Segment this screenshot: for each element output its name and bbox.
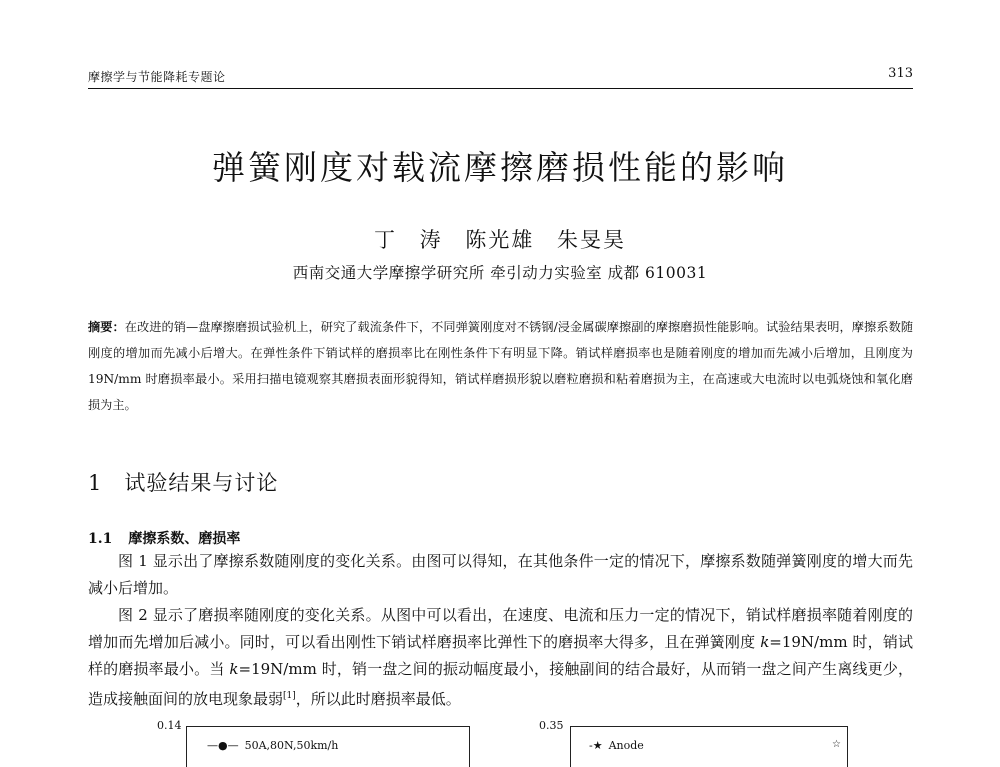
paragraph-2-part-b: =19N/mm 时，销试样的磨损率最小。当 bbox=[88, 633, 913, 678]
y-tick-label: 0.35 bbox=[539, 719, 564, 732]
running-header-title: 摩擦学与节能降耗专题论 bbox=[88, 70, 226, 84]
subsection-title: 摩擦系数、磨损率 bbox=[128, 531, 241, 547]
section-number: 1 bbox=[88, 471, 103, 495]
chart-legend bbox=[207, 739, 338, 752]
paragraph-2-part-a: 图 2 显示了磨损率随刚度的变化关系。从图中可以看出，在速度、电流和压力一定的情况下，销试样磨损率随着刚度的增加而先增加后减小。同时，可以看出刚性下销试样磨损率比弹性下的磨损率大得多，且在弹簧刚度 bbox=[88, 606, 913, 651]
abstract-text: 在改进的销—盘摩擦磨损试验机上，研究了载流条件下，不同弹簧刚度对不锈钢/浸金属碳摩擦副的摩擦磨损性能影响。试验结果表明，摩擦系数随刚度的增加而先减小后增大。在弹性条件下销试样的磨损率比在刚性条件下有明显下降。销试样磨损率也是随着刚度的增加而先减小后增加，且刚度为 19N/mm 时磨损率最小。采用扫描电镜观察其磨损表面形貌得知，销试样磨损形貌以磨粒磨损和粘着磨损为主，在高速或大电流时以电弧烧蚀和氧化磨损为主。 bbox=[88, 320, 914, 412]
authors: 丁 涛 陈光雄 朱旻昊 bbox=[373, 228, 627, 252]
circle-marker-icon: —●— bbox=[207, 739, 239, 752]
subsection-heading bbox=[88, 528, 240, 548]
legend-entry: Anode bbox=[608, 739, 644, 752]
figure-1-chart bbox=[157, 719, 470, 767]
star-data-point-icon: ☆ bbox=[832, 739, 841, 750]
paragraph-2-part-d: ，所以此时磨损率最低。 bbox=[295, 690, 461, 708]
page-number: 313 bbox=[888, 66, 913, 81]
section-heading bbox=[88, 467, 278, 497]
running-header bbox=[88, 64, 913, 89]
stiffness-symbol: k bbox=[229, 660, 239, 678]
y-tick-label: 0.14 bbox=[157, 719, 182, 732]
section-title: 试验结果与讨论 bbox=[124, 471, 279, 495]
legend-entry: 50A,80N,50km/h bbox=[244, 739, 339, 752]
abstract-label: 摘要： bbox=[88, 320, 125, 334]
chart-legend bbox=[589, 739, 644, 752]
star-marker-icon: -★ bbox=[589, 739, 603, 752]
affiliation: 西南交通大学摩擦学研究所 牵引动力实验室 成都 610031 bbox=[292, 264, 708, 282]
abstract bbox=[88, 314, 913, 418]
subsection-number: 1.1 bbox=[88, 531, 113, 547]
paragraph-2 bbox=[88, 602, 913, 713]
figure-2-chart bbox=[539, 719, 848, 767]
paragraph-2-part-c: =19N/mm 时，销一盘之间的振动幅度最小，接触副间的结合最好，从而销一盘之间产生离线更少，造成接触面间的放电现象最弱 bbox=[88, 660, 913, 708]
paper-title: 弹簧刚度对载流摩擦磨损性能的影响 bbox=[212, 148, 788, 187]
stiffness-symbol: k bbox=[760, 633, 770, 651]
citation-ref: [1] bbox=[283, 691, 296, 701]
paragraph-1: 图 1 显示出了摩擦系数随刚度的变化关系。由图可以得知，在其他条件一定的情况下，摩擦系数随弹簧刚度的增大而先减小后增加。 bbox=[88, 552, 913, 597]
